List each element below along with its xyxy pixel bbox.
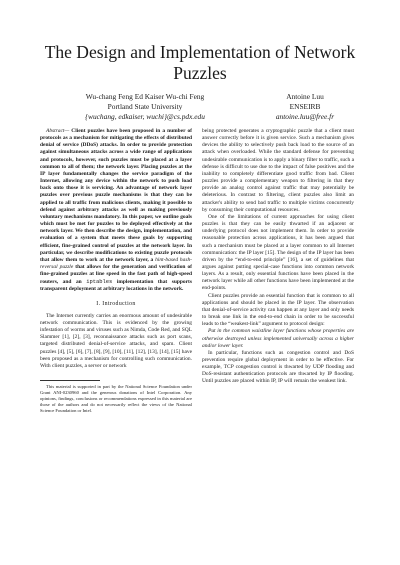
left-column [40, 128, 192, 414]
weakest-link-quote: Put in the common waistline layer functions whose properties are otherwise destroyed unless implemented universally across a higher and/or lower layer. [202, 328, 354, 349]
footnote-divider [40, 380, 100, 381]
body-paragraph: being protected generates a cryptographic puzzle that a client must answer correctly before it is given service. Such a mechanism gives devices the ability to selectively push back load to the source of an attack when overloaded. While the standard defense for preventing undesirable communication is to apply a binary filter to traffic, such a defense is difficult to use due to the impact of false positives and the inability to completely differentiate good traffic from bad. Client puzzles provide a complementary weapon to filtering in that they provide an analog control against traffic that may potentially be deleterious. In contrast to filtering, client puzzles also limit an attacker's ability to send bad traffic to multiple victims concurrently by consuming their computational resources. [202, 128, 354, 213]
email-left: {wuchang, edkaiser, wuchi}@cs.pdx.edu [85, 112, 205, 121]
abstract-body: Client puzzles have been proposed in a number of protocols as a mechanism for mitigating the effects of distributed denial of service (DDoS) attacks. In order to provide protection against simultaneous attacks across a wide range of applications and protocols, however, such puzzles must be placed at a layer common to all of them; the network layer. Placing puzzles at the IP layer fundamentally changes the service paradigm of the Internet, allowing any device within the network to push load back onto those it is servicing. An advantage of network layer puzzles over previous puzzle mechanisms is that they can be applied to all traffic from malicious clients, making it possible to defend against arbitrary attacks as well as making previously voluntary mechanisms mandatory. In this paper, we outline goals which must be met for puzzles to be deployed effectively at the network layer. We then describe the design, implementation, and evaluation of a system that meets these goals by supporting efficient, fine-grained control of puzzles at the network layer. In particular, we describe modifications to existing puzzle protocols that allow them to work at the network layer, a hint-based hash-reversal puzzle that allows for the generation and verification of fine-grained puzzles at line speed in the fast path of high-speed routers, and an iptables implementation that supports transparent deployment at arbitrary locations in the network. [40, 128, 192, 293]
author-block [40, 92, 360, 122]
paper-title: The Design and Implementation of Network Puzzles [44, 42, 356, 83]
abstract [40, 128, 192, 294]
body-paragraph: Client puzzles provide an essential function that is common to all applications and should be placed in the IP layer. The observation that denial-of-service activity can happen at any layer and only needs to break one link in the end-to-end chain in order to be successful leads to the “weakest-link” argument to protocol design: [202, 292, 354, 328]
affiliation-right: ENSEIRB [289, 102, 321, 111]
author-names-left: Wu-chang Feng Ed Kaiser Wu-chi Feng [85, 92, 205, 101]
email-right: antoine.luu@free.fr [275, 112, 335, 121]
footnotes [40, 384, 192, 414]
body-paragraph: In particular, functions such as congestion control and DoS prevention require global deployment in order to be effective. For example, TCP congestion control is thwarted by UDP flooding and DoS-resistant authentication protocols are thwarted by IP flooding. Until puzzles are placed within IP, IP will remain the weakest link. [202, 349, 354, 385]
footnote-funding: This material is supported in part by the National Science Foundation under Grant ANI-0230960 and the generous donations of Intel Corporation. Any opinions, findings, conclusions or recommendations expressed in this material are those of the authors and do not necessarily reflect the views of the National Science Foundation or Intel. [40, 384, 192, 413]
intro-paragraph: The Internet currently carries an enormous amount of undesirable network communication. This is evidenced by the growing infestation of worms and viruses such as Nimda, Code Red, and SQL Slammer [1], [2], [3], reconnaissance attacks such as port scans, targeted distributed denial-of-service attacks, and spam. Client puzzles [4], [5], [6], [7], [8], [9], [10], [11], [12], [13], [14], [15] have been proposed as a mechanism for controlling such communication. With client puzzles, a server or network [40, 312, 192, 369]
section-heading-introduction: I. Introduction [96, 300, 136, 307]
affiliation-left: Portland State University [107, 102, 183, 111]
body-paragraph: One of the limitations of current approaches for using client puzzles is that they can be easily thwarted if an adjacent or underlying protocol does not implement them. In order to provide reasonable protection across applications, it has been argued that such a mechanism must be placed at a layer common to all Internet communication: the IP layer [15]. The design of the IP layer has been driven by the “end-to-end principle” [16], a set of guidelines that argues against putting special-case functions into common network layers. As a result, only essential functions have been placed in the network layer while all other functions have been implemented at the end-points. [202, 213, 354, 292]
right-column [202, 128, 354, 386]
abstract-lead: Abstract— [46, 128, 70, 134]
author-names-right: Antoine Luu [286, 92, 324, 101]
